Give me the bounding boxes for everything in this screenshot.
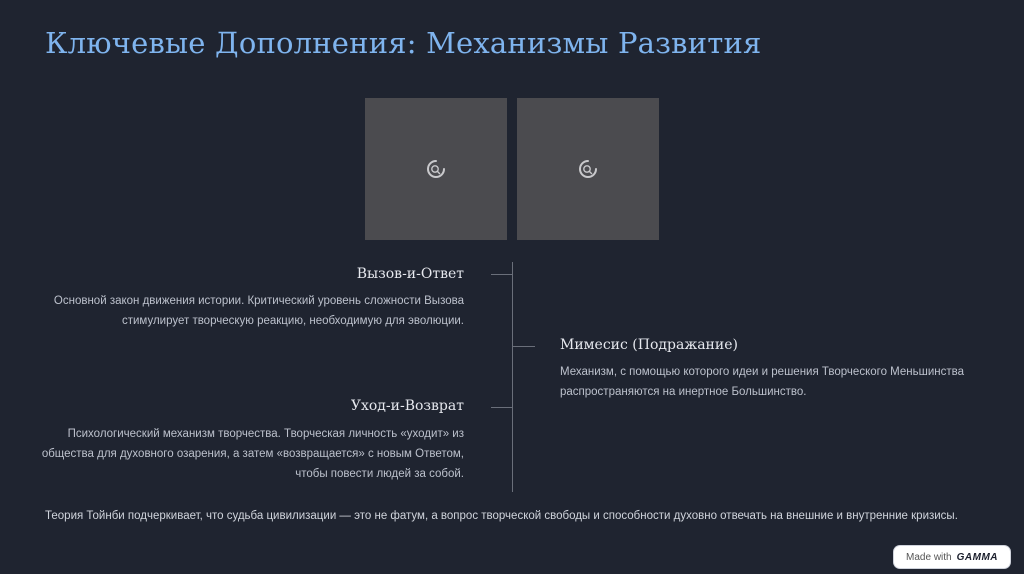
loading-search-icon [575,156,601,182]
timeline-heading-challenge-response: Вызов-и-Ответ [356,266,464,282]
timeline-text-challenge-response: Основной закон движения истории. Критический уровень сложности Вызова стимулирует творческую реакцию, необходимую для эволюции. [53,295,464,327]
timeline-tick [491,274,513,275]
slide-title: Ключевые Дополнения: Механизмы Развития [45,26,762,60]
badge-prefix: Made with [906,551,952,563]
loading-search-icon [423,156,449,182]
timeline-tick [513,346,535,347]
timeline-heading-mimesis: Мимесис (Подражание) [560,337,738,353]
footer-summary: Теория Тойнби подчеркивает, что судьба цивилизации — это не фатум, а вопрос творческой свободы и способности духовно отвечать на внешние и внутренние кризисы. [45,510,958,522]
badge-brand-logo: GAMMA [956,551,998,563]
image-placeholder-2 [517,98,659,240]
timeline-text-mimesis: Механизм, с помощью которого идеи и решения Творческого Меньшинства распространяются на инертное Большинство. [560,366,964,398]
timeline-text-withdrawal-return: Психологический механизм творчества. Творческая личность «уходит» из общества для духовного озарения, а затем «возвращается» с новым Ответом, чтобы повести людей за собой. [41,428,464,480]
timeline-line [512,262,513,492]
image-placeholder-1 [365,98,507,240]
timeline-heading-withdrawal-return: Уход-и-Возврат [350,398,464,414]
timeline-tick [491,407,513,408]
made-with-gamma-badge[interactable] [894,546,1010,568]
